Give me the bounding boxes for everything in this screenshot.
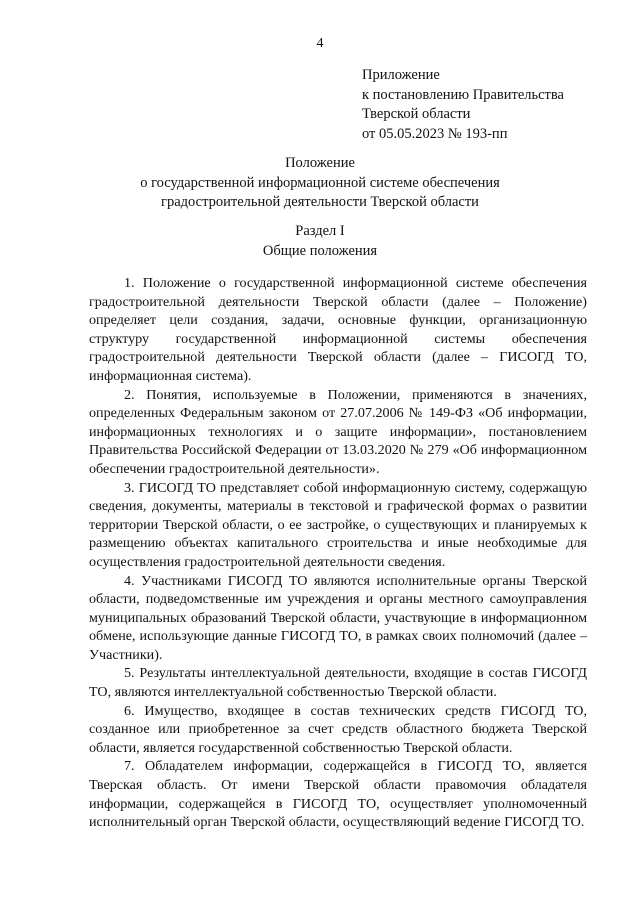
document-title	[0, 154, 640, 213]
paragraph-3: 3. ГИСОГД ТО представляет собой информационную систему, содержащую сведения, документы, материалы в текстовой и графической формах о развитии территории Тверской области, о ее застройке, о существующих и планируемых к размещению объектах капитального строительства и иные необходимые для осуществления градостроительной деятельности сведения.	[89, 479, 587, 570]
appendix-line: Тверской области	[362, 106, 471, 122]
title-line: Положение	[285, 155, 355, 171]
appendix-line: от 05.05.2023 № 193-пп	[362, 125, 508, 142]
appendix-line: Приложение	[362, 67, 440, 83]
paragraph-1: 1. Положение о государственной информационной системе обеспечения градостроительной деятельности Тверской области (далее – Положение) определяет цели создания, задачи, основные функции, организационную структуру государственной информационной системы обеспечения градостроительной деятельности Тверской области (далее – ГИСОГД ТО, информационная система).	[89, 275, 587, 384]
paragraph-2: 2. Понятия, используемые в Положении, применяются в значениях, определенных Федеральным законом от 27.07.2006 № 149-ФЗ «Об информации, информационных технологиях и о защите информации», постановлением Правительства Российской Федерации от 13.03.2020 № 279 «Об информационном обеспечении градостроительной деятельности».	[89, 386, 587, 477]
appendix-block	[362, 66, 564, 144]
section-number: Раздел I	[295, 223, 345, 239]
title-line: о государственной информационной системе обеспечения	[140, 174, 500, 191]
paragraph-6: 6. Имущество, входящее в состав технических средств ГИСОГД ТО, созданное или приобретенное за счет средств областного бюджета Тверской области, является государственной собственностью Тверской области.	[89, 702, 587, 756]
paragraph-4: 4. Участниками ГИСОГД ТО являются исполнительные органы Тверской области, подведомственные им учреждения и органы местного самоуправления муниципальных образований Тверской области, участвующие в информационном обмене, использующие данные ГИСОГД ТО, в рамках своих полномочий (далее – Участники).	[89, 572, 587, 663]
page-number: 4	[316, 36, 324, 51]
section-name: Общие положения	[262, 242, 378, 259]
section-heading	[0, 222, 640, 261]
paragraph-7: 7. Обладателем информации, содержащейся в ГИСОГД ТО, является Тверская область. От имени Тверской области правомочия обладателя информации, содержащейся в ГИСОГД ТО, осуществляет уполномоченный исполнительный орган Тверской области, осуществляющий ведение ГИСОГД ТО.	[89, 758, 587, 831]
document-body	[89, 274, 587, 832]
appendix-line: к постановлению Правительства	[362, 86, 564, 103]
paragraph-5: 5. Результаты интеллектуальной деятельности, входящие в состав ГИСОГД ТО, являются интеллектуальной собственностью Тверской области.	[89, 665, 587, 701]
title-line: градостроительной деятельности Тверской области	[161, 194, 479, 210]
